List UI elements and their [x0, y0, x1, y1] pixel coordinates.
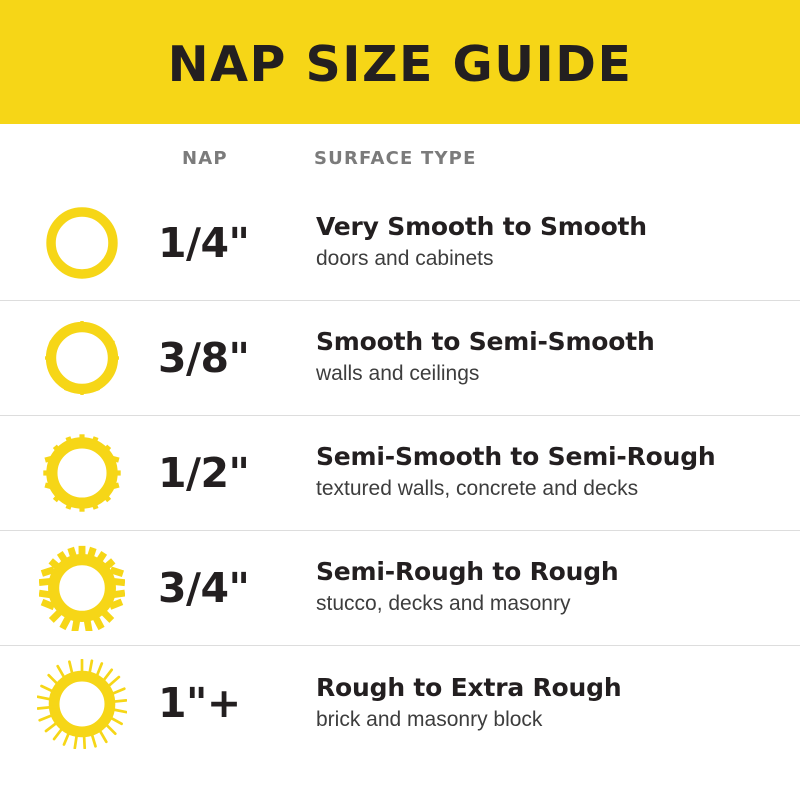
nap-size-value: 1"+: [158, 679, 241, 727]
roller-nap-ring-slightly-textured-icon: [39, 315, 125, 401]
nap-size-value: 1/4": [158, 218, 250, 267]
roller-nap-ring-rough-icon: [39, 545, 125, 631]
roller-nap-ring-very-rough-icon: [37, 659, 127, 749]
nap-size-cell: [150, 448, 314, 497]
nap-rows: [0, 186, 800, 761]
column-headers: [0, 124, 800, 186]
surface-type-cell: [314, 213, 800, 272]
surface-title: Smooth to Semi-Smooth: [316, 327, 655, 357]
table-row: [0, 186, 800, 301]
surface-subtitle: walls and ceilings: [316, 362, 480, 386]
header-banner: [0, 0, 800, 124]
nap-icon-cell: [0, 200, 150, 286]
roller-nap-ring-textured-icon: [39, 430, 125, 516]
table-row: [0, 416, 800, 531]
nap-icon-cell: [0, 659, 150, 749]
nap-icon-cell: [0, 545, 150, 631]
nap-size-value: 1/2": [158, 448, 250, 497]
nap-size-value: 3/4": [158, 563, 250, 612]
surface-type-cell: [314, 674, 800, 733]
surface-title: Semi-Smooth to Semi-Rough: [316, 442, 716, 472]
table-row: [0, 531, 800, 646]
nap-icon-cell: [0, 430, 150, 516]
page-title: NAP SIZE GUIDE: [167, 35, 633, 93]
nap-icon-cell: [0, 315, 150, 401]
surface-subtitle: doors and cabinets: [316, 247, 494, 271]
nap-size-cell: [150, 563, 314, 612]
surface-subtitle: stucco, decks and masonry: [316, 592, 571, 616]
column-header-surface-type: SURFACE TYPE: [314, 148, 477, 169]
column-header-nap: NAP: [182, 148, 228, 169]
nap-size-cell: [150, 333, 314, 382]
surface-title: Semi-Rough to Rough: [316, 557, 619, 587]
surface-title: Very Smooth to Smooth: [316, 212, 647, 242]
surface-type-cell: [314, 443, 800, 502]
roller-nap-ring-smooth-icon: [39, 200, 125, 286]
table-row: [0, 646, 800, 761]
surface-type-cell: [314, 558, 800, 617]
nap-size-value: 3/8": [158, 333, 250, 382]
table-row: [0, 301, 800, 416]
surface-title: Rough to Extra Rough: [316, 672, 622, 702]
nap-size-cell: [150, 679, 314, 727]
nap-size-cell: [150, 218, 314, 267]
surface-subtitle: textured walls, concrete and decks: [316, 477, 639, 501]
surface-type-cell: [314, 328, 800, 387]
surface-subtitle: brick and masonry block: [316, 707, 543, 731]
